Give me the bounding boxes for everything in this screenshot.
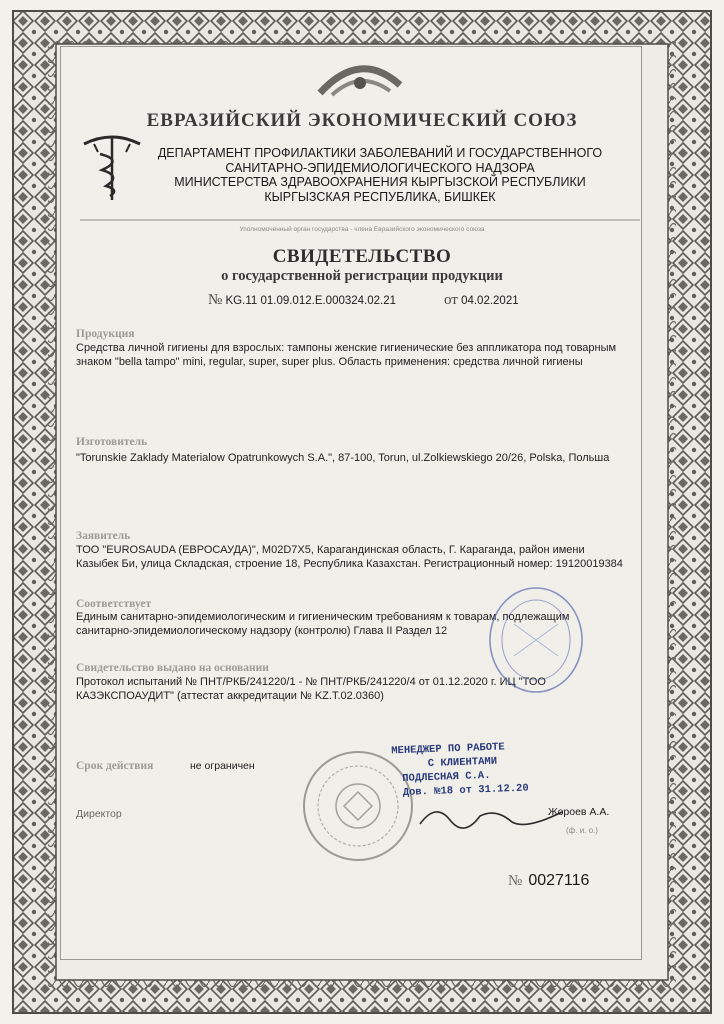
section-text-basis: Протокол испытаний № ПНТ/РКБ/241220/1 - № ПНТ/РКБ/241220/4 от 01.12.2020 г. ИЦ "ТОО КАЗЭКСПОАУДИТ" (аттестат аккредитации № KZ.T.02.0360) [76,676,546,702]
stamp-line: МЕНЕДЖЕР ПО РАБОТЕ [391,741,505,758]
signature-mark [416,800,566,834]
section-label-compliance: Соответствует [76,598,152,610]
serial-number [508,872,589,890]
section-label-manufacturer: Изготовитель [76,436,148,448]
validity-label: Срок действия [76,760,154,772]
certificate-subtitle: о государственной регистрации продукции [221,268,503,284]
department-line: САНИТАРНО-ЭПИДЕМИОЛОГИЧЕСКОГО НАДЗОРА [225,160,535,175]
certificate-title: СВИДЕТЕЛЬСТВО [272,246,452,267]
section-text-product: Средства личной гигиены для взрослых: тампоны женские гигиенические без аппликатора под товарным знаком "bella tampo" mini, regular, super, super plus. Область применения: средства личной гигиены [76,342,617,368]
eaeu-logo-icon [300,55,420,103]
signatory-name: Жороев А.А. [548,806,610,818]
section-label-applicant: Заявитель [76,530,131,542]
company-stamp-icon [484,584,588,696]
validity-value: не ограничен [190,760,255,772]
section-text-compliance: Единым санитарно-эпидемиологическим и гигиеническим требованиям к товарам, подлежащим санитарно-эпидемиологическому надзору (контролю) Глава II Раздел 12 [76,611,570,637]
section-label-product: Продукция [76,328,135,340]
department-line: КЫРГЫЗСКАЯ РЕСПУБЛИКА, БИШКЕК [264,189,496,204]
manager-stamp [387,740,529,801]
serial-value: 0027116 [528,872,590,889]
certificate-date [444,292,519,309]
signatory-sign-note: (ф. и. о.) [566,826,598,835]
number-prefix: № [208,292,223,308]
number-value: KG.11 01.09.012.E.000324.02.21 [225,295,397,307]
header-divider [80,218,640,222]
authority-note: Уполномоченный орган государства - члена Евразийского экономического союза [239,226,485,233]
date-prefix: от [444,292,458,308]
department-block [130,146,630,204]
serial-prefix: № [508,873,523,889]
union-title: ЕВРАЗИЙСКИЙ ЭКОНОМИЧЕСКИЙ СОЮЗ [146,110,578,131]
section-text-applicant: ТОО "EUROSAUDA (ЕВРОСАУДА)", M02D7X5, Карагандинская область, Г. Караганда, район имени Казыбек Би, улица Складская, строение 18, Республика Казахстан. Регистрационный номер: 19120019384 [76,544,623,570]
stamp-line: Дов. №18 от 31.12.20 [402,782,529,799]
signatory-role: Директор [76,808,122,820]
section-label-basis: Свидетельство выдано на основании [76,662,269,674]
stamp-line: С КЛИЕНТАМИ [427,755,498,771]
department-line: МИНИСТЕРСТВА ЗДРАВООХРАНЕНИЯ КЫРГЫЗСКОЙ РЕСПУБЛИКИ [174,175,586,189]
certificate-number [208,292,396,309]
department-line: ДЕПАРТАМЕНТ ПРОФИЛАКТИКИ ЗАБОЛЕВАНИЙ И ГОСУДАРСТВЕННОГО [157,146,603,160]
stamp-line: ПОДЛЕСНАЯ С.А. [402,769,491,785]
date-value: 04.02.2021 [461,295,519,307]
section-text-manufacturer: "Torunskie Zaklady Materialow Opatrunkowych S.A.", 87-100, Torun, ul.Zolkiewskiego 20/26, Polska, Польша [76,452,610,464]
